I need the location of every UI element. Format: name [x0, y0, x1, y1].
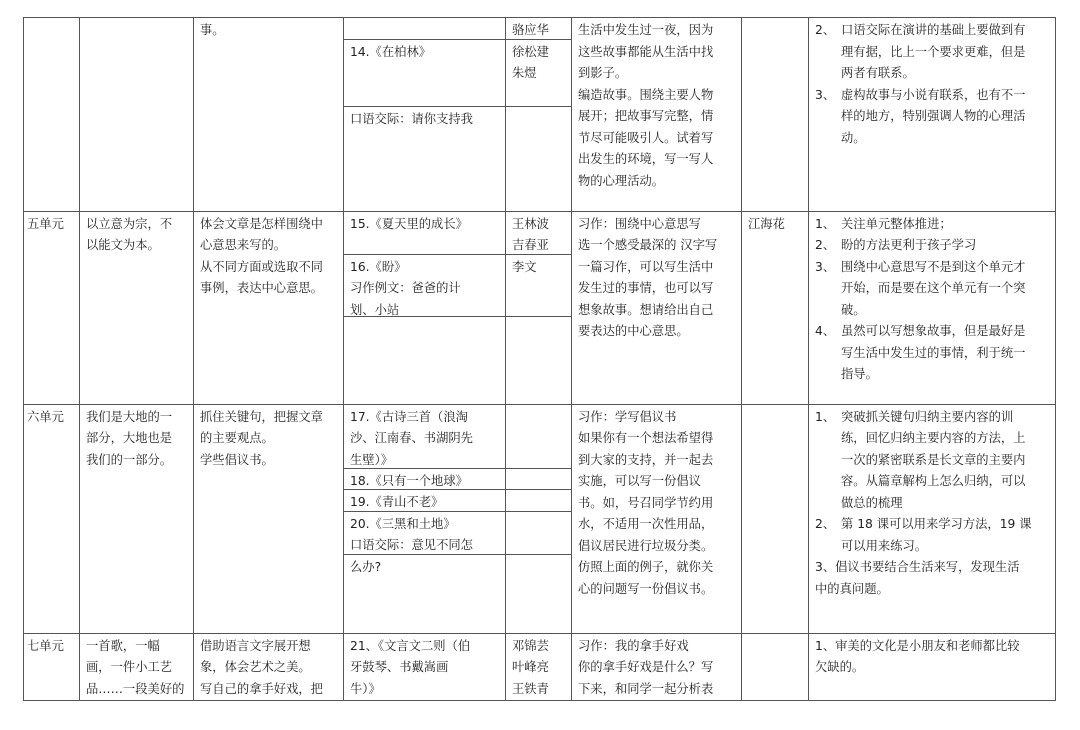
goal-text-line: 事。	[200, 23, 225, 37]
unit-cell	[24, 211, 80, 404]
writing-teacher	[742, 405, 808, 407]
table-row	[24, 211, 1056, 404]
lesson-teacher	[506, 634, 571, 698]
note-line: 练，回忆归纳主要内容的方法，上	[841, 431, 1026, 445]
note-item	[815, 257, 1049, 322]
unit-cell	[24, 404, 80, 633]
goal-text-line: 从不同方面或选取不同	[200, 259, 323, 274]
goal-text	[194, 18, 343, 42]
note-extra-line: 欠缺的。	[815, 660, 865, 674]
lesson-teacher	[506, 490, 571, 512]
writing-text-line: 仿照上面的例子，就你关	[578, 560, 714, 574]
note-item	[815, 321, 1049, 386]
unit-label: 七单元	[27, 638, 64, 653]
lesson-title-line: 16.《盼》	[350, 259, 407, 274]
goal-text-line: 的主要观点。	[200, 431, 274, 445]
writing-text-line: 编造故事。围绕主要人物	[578, 87, 714, 102]
goal-text-line: 事例，表达中心意思。	[200, 281, 323, 295]
note-item	[815, 20, 1049, 85]
writing-text-line: 下来，和同学一起分析表	[578, 681, 714, 696]
note-line: 做总的梳理	[841, 495, 903, 510]
theme-text-line: 以立意为宗，不	[86, 216, 173, 231]
lesson-title	[344, 555, 505, 633]
note-line: 虽然可以写想象故事，但是最好是	[841, 324, 1026, 338]
theme-text-line: 以能文为本。	[86, 238, 160, 252]
note-line: 动。	[841, 130, 866, 145]
theme-cell	[80, 633, 194, 701]
lesson-title-line: 21、《文言文二则（伯	[350, 638, 471, 653]
lesson-teacher-line: 王铁青	[512, 681, 549, 696]
lesson-teacher-line: 骆应华	[512, 23, 549, 37]
goal-cell	[194, 18, 344, 212]
teacher-cell	[506, 18, 572, 212]
lesson-title	[344, 634, 505, 698]
lesson-teacher	[506, 40, 571, 107]
goal-text-line: 象，体会艺术之美。	[200, 660, 311, 674]
note-line: 虚构故事与小说有联系，也有不一	[841, 87, 1026, 102]
lesson-teacher-line: 吉春亚	[512, 238, 549, 252]
writing-text-line: 要表达的中心意思。	[578, 324, 689, 338]
writing-teacher-line: 江海花	[748, 216, 785, 231]
note-text	[841, 407, 1049, 515]
note-item	[815, 235, 1049, 257]
writing-text-line: 展开；把故事写完整，情	[578, 109, 714, 123]
writing-text-line: 水，不适用一次性用品，	[578, 517, 714, 531]
theme-text	[80, 212, 193, 257]
lesson-title	[344, 512, 505, 555]
unit-cell	[24, 18, 80, 212]
note-text	[841, 85, 1049, 150]
writing-text-line: 这些故事都能从生活中找	[578, 44, 714, 59]
note-line: 围绕中心意思写不是到这个单元才	[841, 259, 1026, 274]
lesson-teacher	[506, 317, 571, 404]
table-row	[24, 633, 1056, 701]
writing-text-line: 一篇习作，可以写生活中	[578, 259, 714, 274]
writing-cell	[572, 633, 742, 701]
writing-text	[572, 18, 741, 192]
writing-text-line: 出发生的环境，写一写人	[578, 152, 714, 166]
note-line: 一次的紧密联系是长文章的主要内	[841, 452, 1026, 467]
lesson-title-line: 习作例文：爸爸的计	[350, 281, 461, 295]
lesson-title	[344, 40, 505, 107]
lesson-title-line: 么办?	[350, 559, 382, 574]
note-line: 第 18 课可以用来学习方法，19 课	[841, 517, 1032, 531]
note-text	[841, 321, 1049, 386]
writing-cell	[572, 18, 742, 212]
goal-cell	[194, 211, 344, 404]
lesson-cell	[344, 404, 506, 633]
lesson-title-line: 牙鼓琴、书戴嵩画	[350, 660, 449, 674]
table-row	[24, 404, 1056, 633]
lesson-title	[344, 107, 505, 211]
lesson-teacher	[506, 555, 571, 633]
goal-text-line: 心意思来写的。	[200, 238, 287, 252]
lesson-teacher	[506, 512, 571, 555]
writing-cell	[572, 211, 742, 404]
writing-text-line: 发生过的事情，也可以写	[578, 281, 714, 295]
note-text	[841, 214, 1049, 236]
theme-text	[80, 18, 193, 20]
lesson-teacher-line: 王林波	[512, 216, 549, 231]
note-number: 4、	[815, 324, 836, 338]
goal-cell	[194, 633, 344, 701]
writing-text-line: 习作：我的拿手好戏	[578, 638, 689, 653]
note-line: 样的地方，特别强调人物的心理活	[841, 109, 1026, 123]
lesson-teacher-line: 朱煜	[512, 66, 537, 80]
writing-text-line: 倡议居民进行垃圾分类。	[578, 538, 714, 553]
goal-cell	[194, 404, 344, 633]
note-extra-line: 中的真问题。	[815, 581, 889, 596]
note-line: 写生活中发生过的事情，利于统一	[841, 345, 1026, 360]
lesson-title-line: 20.《三黑和土地》	[350, 516, 456, 531]
writing-text-line: 习作：学写倡议书	[578, 409, 677, 424]
writing-text-line: 生活中发生过一夜，因为	[578, 23, 714, 37]
note-item	[815, 407, 1049, 515]
note-line: 关注单元整体推进；	[841, 216, 952, 231]
note-number: 1、	[815, 409, 836, 424]
note-text	[841, 235, 1049, 257]
teacher-cell	[506, 633, 572, 701]
theme-text-line: 一首歌，一幅	[86, 638, 160, 653]
theme-text	[80, 634, 193, 701]
goal-text-line: 抓住关键句，把握文章	[200, 409, 323, 424]
writing-text-line: 如果你有一个想法希望得	[578, 431, 714, 445]
theme-text-line: 我们是大地的一	[86, 409, 173, 424]
notes-cell	[809, 404, 1056, 633]
writing-text-line: 心的问题写一份倡议书。	[578, 581, 714, 596]
note-line: 容。从篇章解构上怎么归纳，可以	[841, 474, 1026, 488]
lesson-teacher-line: 叶峰亮	[512, 660, 549, 674]
notes-cell	[809, 211, 1056, 404]
notes-cell	[809, 18, 1056, 212]
note-line: 指导。	[841, 367, 878, 381]
lesson-title	[344, 317, 505, 404]
unit-label	[24, 18, 79, 20]
teacher-cell	[506, 211, 572, 404]
note-line: 突破抓关键句归纳主要内容的训	[841, 409, 1014, 424]
theme-cell	[80, 18, 194, 212]
lesson-title	[344, 212, 505, 255]
lesson-title-line: 沙、江南春、书湖阴先	[350, 431, 473, 445]
lesson-title-line: 生壁）》	[350, 452, 394, 467]
writing-text-line: 书。如，号召同学节约用	[578, 495, 714, 510]
note-line: 两者有联系。	[841, 66, 915, 80]
writing-text-line: 到大家的支持，并一起去	[578, 452, 714, 467]
lesson-title-line: 19.《青山不老》	[350, 495, 444, 509]
lesson-title-line: 划、小站	[350, 302, 400, 317]
writing-cell	[572, 404, 742, 633]
note-number: 1、	[815, 216, 836, 231]
note-text	[841, 514, 1049, 557]
writing-text-line: 习作：围绕中心意思写	[578, 216, 701, 231]
lesson-title-line: 牛）》	[350, 681, 381, 696]
theme-text-line: 画，一件小工艺	[86, 660, 173, 674]
goal-text-line: 写自己的拿手好戏，把	[200, 681, 323, 696]
goal-text-line: 借助语言文字展开想	[200, 638, 311, 653]
note-number: 2、	[815, 517, 836, 531]
note-line: 口语交际在演讲的基础上要做到有	[841, 23, 1026, 37]
lesson-title-line: 15.《夏天里的成长》	[350, 216, 468, 231]
theme-text-line: 品……一段美好的	[86, 681, 185, 696]
note-line: 开始，而是要在这个单元有一个突	[841, 281, 1026, 295]
writing-teacher-cell	[742, 18, 809, 212]
note-extra-line: 1、审美的文化是小朋友和老师都比较	[815, 638, 1020, 653]
lesson-cell	[344, 633, 506, 701]
curriculum-table	[23, 17, 1056, 701]
theme-cell	[80, 211, 194, 404]
note-extra-line: 3、倡议书要结合生活来写，发现生活	[815, 560, 1020, 574]
note-line: 理有据，比上一个要求更难，但是	[841, 44, 1026, 59]
note-item	[815, 85, 1049, 150]
writing-text	[572, 405, 741, 601]
lesson-cell	[344, 18, 506, 212]
lesson-teacher-line: 李文	[512, 259, 537, 274]
writing-text-line: 你的拿手好戏是什么？写	[578, 660, 714, 674]
lesson-title	[344, 490, 505, 512]
notes-cell	[809, 633, 1056, 701]
note-line: 盼的方法更利于孩子学习	[841, 238, 977, 252]
note-item	[815, 514, 1049, 557]
lesson-teacher-line: 徐松建	[512, 44, 549, 59]
writing-teacher	[742, 212, 808, 236]
unit-cell	[24, 633, 80, 701]
writing-text-line: 想象故事。想请给出自己	[578, 302, 714, 317]
lesson-title	[344, 405, 505, 469]
writing-text	[572, 212, 741, 343]
lesson-title-line: 18.《只有一个地球》	[350, 473, 468, 488]
note-number: 3、	[815, 259, 836, 274]
lesson-title-line: 17.《古诗三首（浪淘	[350, 409, 468, 424]
lesson-title-line: 口语交际：意见不同怎	[350, 538, 473, 552]
writing-text-line: 到影子。	[578, 66, 628, 80]
note-number: 2、	[815, 238, 836, 252]
writing-teacher-cell	[742, 633, 809, 701]
note-number: 3、	[815, 87, 836, 102]
writing-text-line: 物的心理活动。	[578, 173, 665, 188]
lesson-title-line: 14.《在柏林》	[350, 44, 432, 59]
writing-teacher-cell	[742, 211, 809, 404]
goal-text-line: 学些倡议书。	[200, 452, 274, 467]
lesson-title	[344, 469, 505, 491]
goal-text-line: 体会文章是怎样围绕中	[200, 216, 323, 231]
lesson-teacher-line: 邓锦芸	[512, 638, 549, 653]
lesson-teacher	[506, 469, 571, 491]
note-line: 可以用来练习。	[841, 538, 928, 553]
lesson-teacher	[506, 18, 571, 40]
writing-text-line: 选一个感受最深的 汉字写	[578, 238, 718, 252]
goal-text	[194, 212, 343, 300]
goal-text	[194, 405, 343, 472]
lesson-teacher	[506, 255, 571, 317]
note-line: 破。	[841, 302, 866, 317]
writing-teacher-cell	[742, 404, 809, 633]
writing-text	[572, 634, 741, 701]
lesson-teacher	[506, 212, 571, 255]
lesson-title-line: 口语交际：请你支持我	[350, 111, 473, 126]
writing-teacher	[742, 634, 808, 636]
lesson-teacher	[506, 405, 571, 469]
note-number: 2、	[815, 23, 836, 37]
theme-cell	[80, 404, 194, 633]
writing-teacher	[742, 18, 808, 20]
writing-text-line: 节尽可能吸引人。试着写	[578, 130, 714, 145]
unit-label: 六单元	[27, 409, 64, 424]
note-item	[815, 214, 1049, 236]
writing-text-line: 实施，可以写一份倡议	[578, 474, 701, 488]
lesson-title	[344, 18, 505, 40]
theme-text-line: 部分，大地也是	[86, 431, 173, 445]
teacher-cell	[506, 404, 572, 633]
lesson-cell	[344, 211, 506, 404]
note-text	[841, 257, 1049, 322]
lesson-title	[344, 255, 505, 317]
note-text	[841, 20, 1049, 85]
goal-text	[194, 634, 343, 701]
theme-text	[80, 405, 193, 472]
theme-text-line: 我们的一部分。	[86, 452, 173, 467]
table-row	[24, 18, 1056, 212]
unit-label: 五单元	[27, 216, 64, 231]
lesson-teacher	[506, 107, 571, 211]
